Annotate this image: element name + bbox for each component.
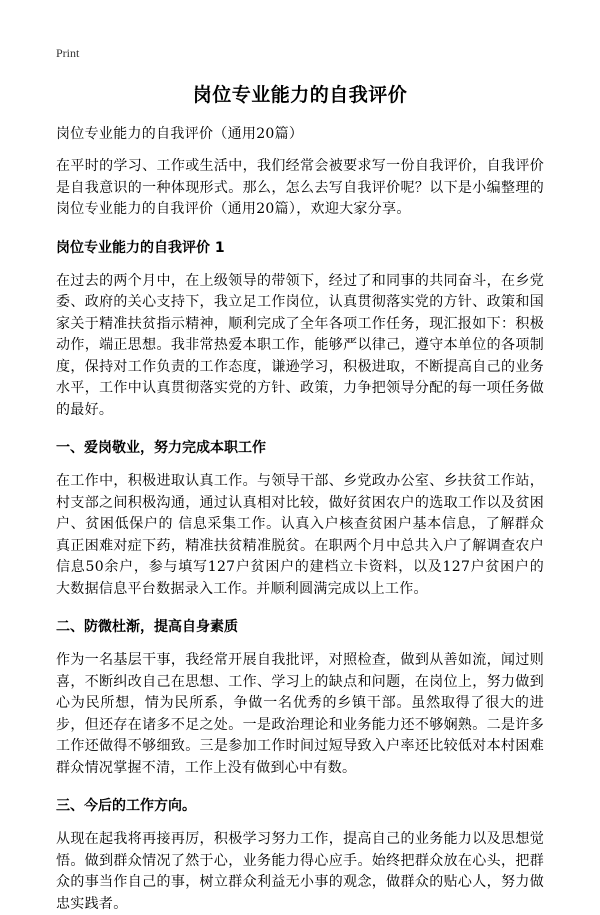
section-paragraph-future-direction: 从现在起我将再接再厉，积极学习努力工作，提高自己的业务能力以及思想觉悟。做到群众情况了然于心，业务能力得心应手。始终把群众放在心头，把群众的事当作自己的事，树立群众利益无小事的观念，做群众的贴心人，努力做忠实践者。: [56, 831, 544, 912]
section-heading-future-direction: 三、今后的工作方向。: [56, 798, 196, 814]
document-subtitle: 岗位专业能力的自我评价（通用20篇）: [56, 126, 304, 142]
section-paragraph-dedication: 在工作中，积极进取认真工作。与领导干部、乡党政办公室、乡扶贫工作站，村支部之间积极沟通，通过认真相对比较，做好贫困农户的选取工作以及贫困户、贫困低保户的 信息采集工作。认真入户核查贫困户基本信息，了解群众真正困难对症下药，精准扶贫精准脱贫。在职两个月中总共入户了解调查农户信息50余户，参与填写127户贫困户的建档立卡资料，以及127户贫困户的大数据信息平台数据录入工作。并顺利圆满完成以上工作。: [56, 473, 544, 597]
section-paragraph-evaluation-1: 在过去的两个月中，在上级领导的带领下，经过了和同事的共同奋斗，在乡党委、政府的关心支持下，我立足工作岗位，认真贯彻落实党的方针、政策和国家关于精准扶贫指示精神，顺利完成了全年各项工作任务，现汇报如下：积极动作，端正思想。我非常热爱本职工作，能够严以律己，遵守本单位的各项制度，保持对工作负责的工作态度，谦逊学习，积极进取，不断提高自己的业务水平，工作中认真贯彻落实党的方针、政策，力争把领导分配的每一项任务做的最好。: [56, 272, 544, 418]
section-heading-evaluation-1: 岗位专业能力的自我评价 1: [56, 239, 225, 256]
intro-paragraph: 在平时的学习、工作或生活中，我们经常会被要求写一份自我评价，自我评价是自我意识的一种体现形式。那么，怎么去写自我评价呢？以下是小编整理的岗位专业能力的自我评价（通用20篇），欢迎大家分享。: [56, 158, 544, 217]
print-link[interactable]: Print: [56, 46, 80, 60]
section-heading-dedication: 一、爱岗敬业，努力完成本职工作: [56, 440, 266, 456]
section-heading-self-improvement: 二、防微杜渐，提高自身素质: [56, 619, 238, 635]
page-title: 岗位专业能力的自我评价: [192, 84, 408, 106]
section-paragraph-self-improvement: 作为一名基层干事，我经常开展自我批评，对照检查，做到从善如流，闻过则喜，不断纠改自己在思想、工作、学习上的缺点和问题，在岗位上，努力做到心为民所想，情为民所系，争做一名优秀的乡镇干部。虽然取得了很大的进步，但还存在诸多不足之处。一是政治理论和业务能力还不够娴熟。二是许多工作还做得不够细致。三是参加工作时间过短导致入户率还比较低对本村困难群众情况掌握不清，工作上没有做到心中有数。: [56, 652, 544, 776]
